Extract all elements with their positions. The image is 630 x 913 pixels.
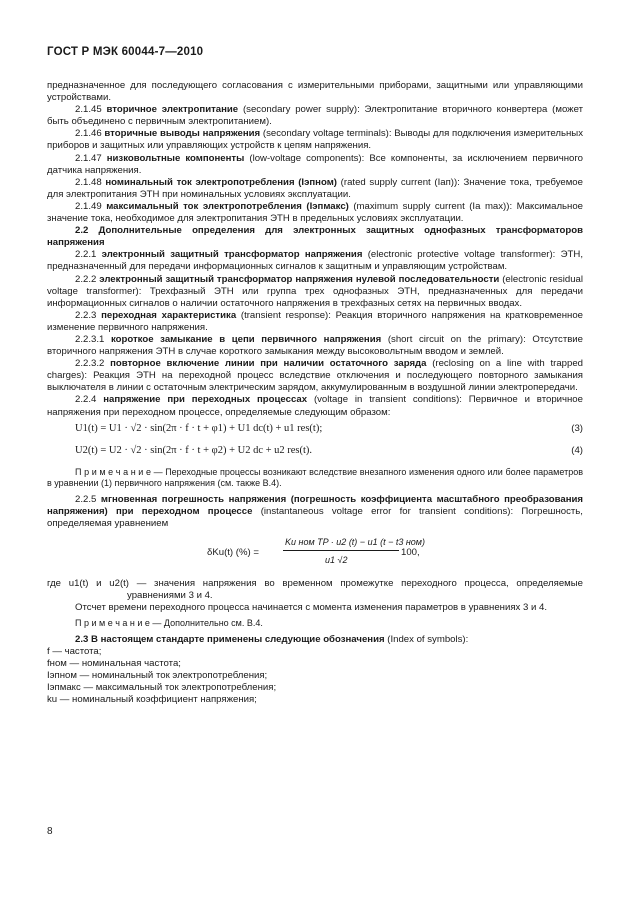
page-number: 8 bbox=[47, 826, 53, 837]
definition-2-2-5: 2.2.5 мгновенная погрешность напряжения (погрешность коэффициента масштабного преобразования напряжения) при переходном процессе (instantaneous voltage error for transient conditions): Погрешность, определяемая уравнением bbox=[47, 493, 583, 529]
document-header: ГОСТ Р МЭК 60044-7—2010 bbox=[47, 46, 204, 58]
definition-2-1-46: 2.1.46 вторичные выводы напряжения (secondary voltage terminals): Выводы для подключения измерительных приборов и защитных или управляющих устройств к цепям напряжения. bbox=[47, 128, 583, 152]
paragraph: предназначенное для последующего согласования с измерительными приборами, защитными или управляющими устройствами. bbox=[47, 80, 583, 104]
definition-2-2-3: 2.2.3 переходная характеристика (transient response): Реакция вторичного напряжения на кратковременное изменение первичного напряжения. bbox=[47, 309, 583, 333]
definition-2-2-3-2: 2.2.3.2 повторное включение линии при наличии остаточного заряда (reclosing on a line with trapped charges): Реакция ЭТН на переходной процесс вследствие отключения и последующего повторного замыкания выключателя в линии с остаточным электрическим зарядом, аккумулированным в воздушной линии электропередачи. bbox=[47, 358, 583, 394]
definition-2-1-45: 2.1.45 вторичное электропитание (secondary power supply): Электропитание вторичного конвертера (может быть объединено с первичным электропитанием). bbox=[47, 104, 584, 128]
symbol-item: Iэпном — номинальный ток электропотребления; bbox=[47, 669, 268, 681]
section-heading-2-3: 2.3 В настоящем стандарте применены следующие обозначения (Index of symbols): bbox=[75, 633, 469, 645]
symbol-item: ku — номинальный коэффициент напряжения; bbox=[47, 694, 257, 706]
symbol-item: Iэпмакс — максимальный ток электропотребления; bbox=[47, 682, 277, 694]
note: П р и м е ч а н и е — Дополнительно см. В.4. bbox=[75, 618, 263, 629]
document-body bbox=[47, 80, 583, 706]
definition-2-1-47: 2.1.47 низковольтные компоненты (low-voltage components): Все компоненты, за исключением первичного датчика напряжения. bbox=[47, 152, 584, 176]
paragraph: Отсчет времени переходного процесса начинается с момента изменения параметров в уравнениях 3 и 4. bbox=[75, 602, 548, 614]
definition-2-1-48: 2.1.48 номинальный ток электропотребления (Iэпном) (rated supply current (Iaп)): Значение тока, требуемое для электропитания ЭТН при номинальных условиях эксплуатации. bbox=[47, 176, 583, 200]
definition-2-2-1: 2.2.1 электронный защитный трансформатор напряжения (electronic protective voltage transformer): ЭТН, предназначенный для передачи информационных сигналов к защитным и управляющим устройствам. bbox=[47, 249, 583, 273]
where-clause: где u1(t) и u2(t) — значения напряжения во временном промежутке переходного процесса, определяемые уравнениями 3 и 4. bbox=[47, 577, 583, 601]
definition-2-1-49: 2.1.49 максимальный ток электропотребления (Iэпмакс) (maximum supply current (Ia max)): Максимальное значение тока, необходимое для электропитания ЭТН в предельных условиях эксплуатации. bbox=[47, 200, 584, 225]
definition-2-2-2: 2.2.2 электронный защитный трансформатор напряжения нулевой последовательности (electronic residual voltage transformer): Трехфазный ЭТН или группа трех однофазных ЭТН, предназначенных для передачи информационных сигналов о наличии остаточного напряжения в трехфазных сетях на первичных вводах. bbox=[47, 273, 583, 309]
equation-3: U1(t) = U1 · √2 · sin(2π · f · t + φ1) + U1 dc(t) + u1 res(t); (3) bbox=[75, 422, 583, 434]
definition-2-2-3-1: 2.2.3.1 короткое замыкание в цепи первичного напряжения (short circuit on the primary): Отсутствие вторичного напряжения ЭТН в случае короткого замыкания между высоковольтным вводом и землей. bbox=[47, 333, 584, 358]
section-heading-2-2: 2.2 Дополнительные определения для электронных защитных однофазных трансформаторов напряжения bbox=[47, 225, 583, 249]
definition-2-2-4: 2.2.4 напряжение при переходных процессах (voltage in transient conditions): Первичное и вторичное напряжения при переходном процессе, определяемые следующим образом: bbox=[47, 394, 583, 418]
note: П р и м е ч а н и е — Переходные процессы возникают вследствие внезапного изменения одного или более параметров в уравнении (1) первичного напряжения (см. также В.4). bbox=[47, 466, 583, 489]
equation-4: U2(t) = U2 · √2 · sin(2π · f · t + φ2) + U2 dc + u2 res(t). (4) bbox=[75, 444, 583, 456]
error-formula: δKu(t) (%) = Ku ном TP · u2 (t) − u1 (t − t3 ном) u1 √2 100, bbox=[207, 536, 425, 565]
symbol-item: f — частота; bbox=[47, 645, 102, 657]
symbol-item: fном — номинальная частота; bbox=[47, 657, 181, 669]
fraction-bar bbox=[283, 550, 399, 551]
